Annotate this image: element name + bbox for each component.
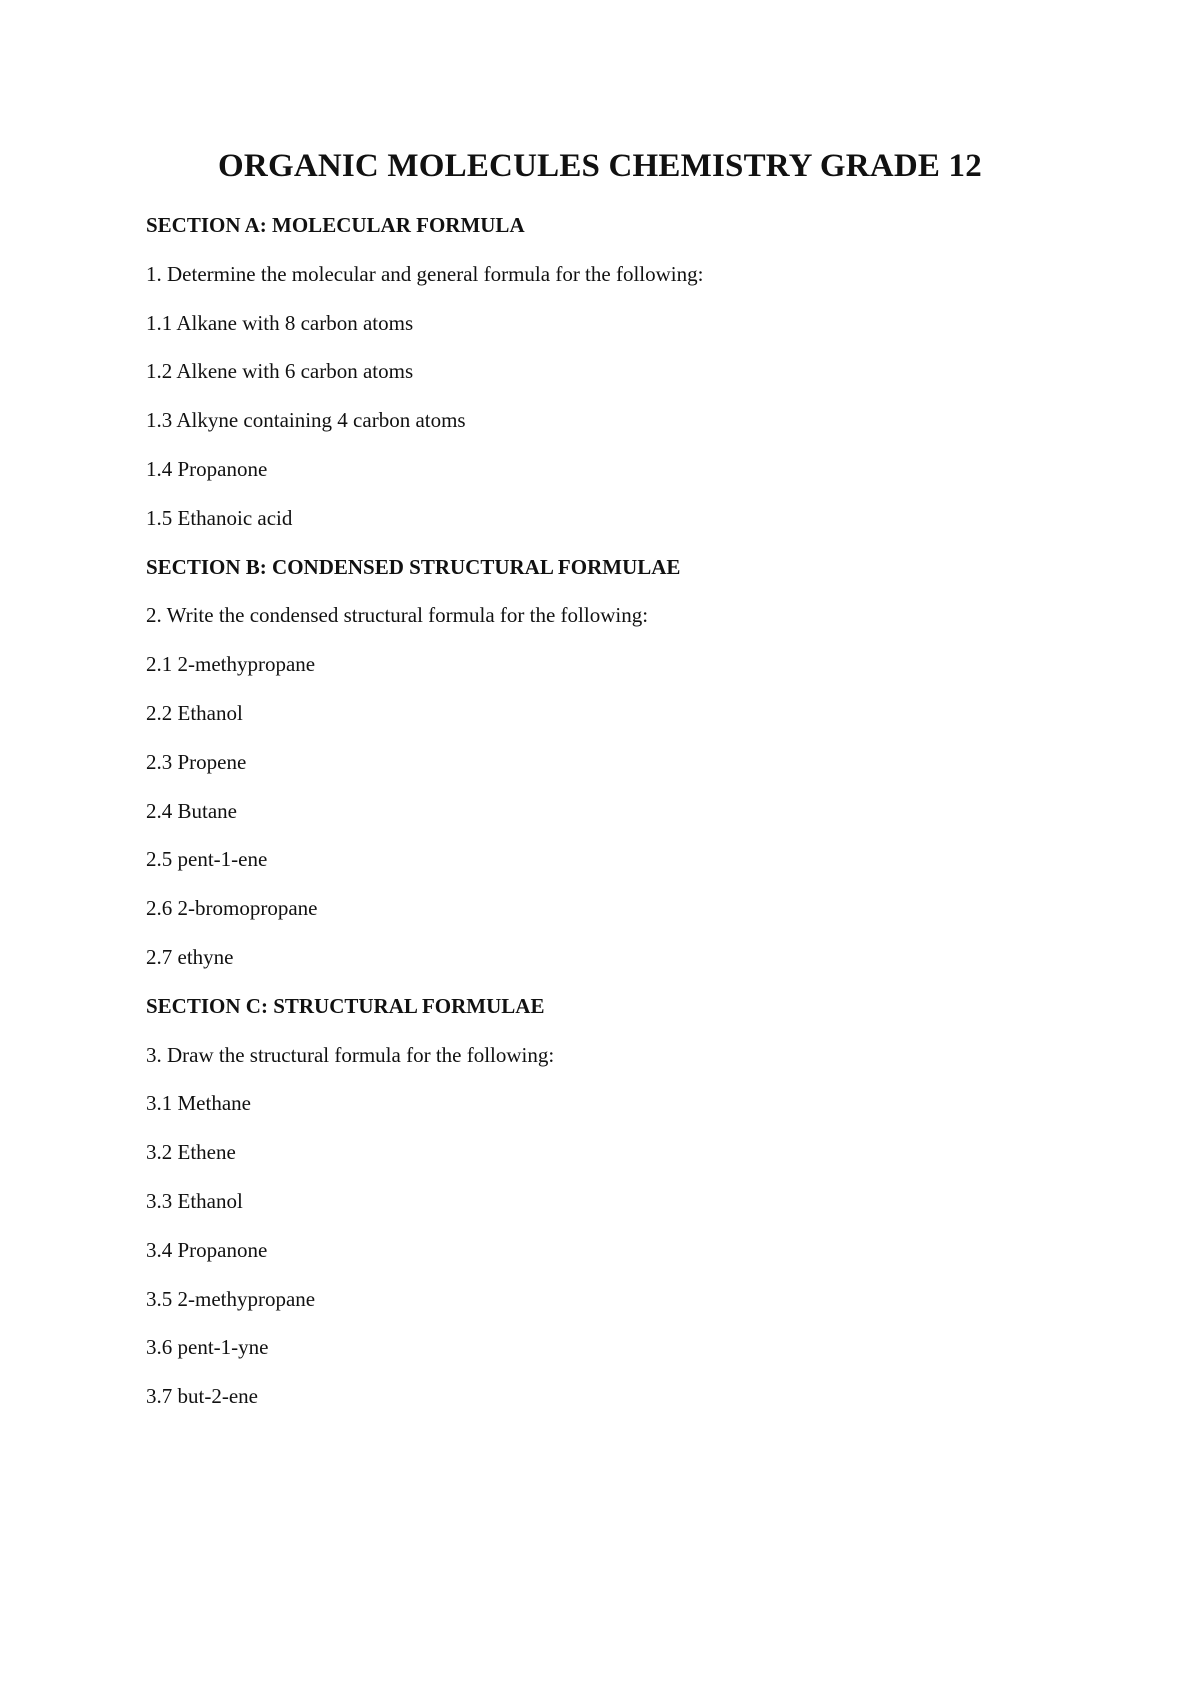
question-item: 3.3 Ethanol — [146, 1188, 243, 1213]
section-a-heading: SECTION A: MOLECULAR FORMULA — [146, 213, 525, 237]
question-item: 2.3 Propene — [146, 749, 247, 774]
section-c-heading: SECTION C: STRUCTURAL FORMULAE — [146, 993, 545, 1018]
question-item: 1.1 Alkane with 8 carbon atoms — [146, 310, 414, 335]
question-item: 3.5 2-methypropane — [146, 1286, 316, 1311]
question-item: 2.5 pent-1-ene — [146, 847, 268, 872]
section-c-question: 3. Draw the structural formula for the following: — [146, 1042, 555, 1067]
question-item: 3.4 Propanone — [146, 1237, 268, 1262]
question-item: 1.2 Alkene with 6 carbon atoms — [146, 359, 414, 384]
section-b-heading: SECTION B: CONDENSED STRUCTURAL FORMULAE — [146, 554, 681, 579]
question-item: 3.6 pent-1-yne — [146, 1335, 269, 1360]
question-item: 2.6 2-bromopropane — [146, 896, 318, 921]
question-item: 2.7 ethyne — [146, 944, 234, 969]
question-item: 3.1 Methane — [146, 1091, 251, 1116]
question-item: 2.1 2-methypropane — [146, 652, 316, 677]
document-title: ORGANIC MOLECULES CHEMISTRY GRADE 12 — [218, 148, 982, 184]
section-a-question: 1. Determine the molecular and general formula for the following: — [146, 261, 704, 286]
question-item: 1.3 Alkyne containing 4 carbon atoms — [146, 408, 466, 433]
question-item: 2.2 Ethanol — [146, 700, 243, 725]
question-item: 1.4 Propanone — [146, 456, 268, 481]
question-item: 3.7 but-2-ene — [146, 1384, 258, 1409]
document-body — [146, 210, 1106, 1430]
question-item: 3.2 Ethene — [146, 1140, 236, 1165]
question-item: 1.5 Ethanoic acid — [146, 505, 293, 530]
question-item: 2.4 Butane — [146, 798, 237, 823]
section-b-question: 2. Write the condensed structural formula for the following: — [146, 603, 649, 628]
